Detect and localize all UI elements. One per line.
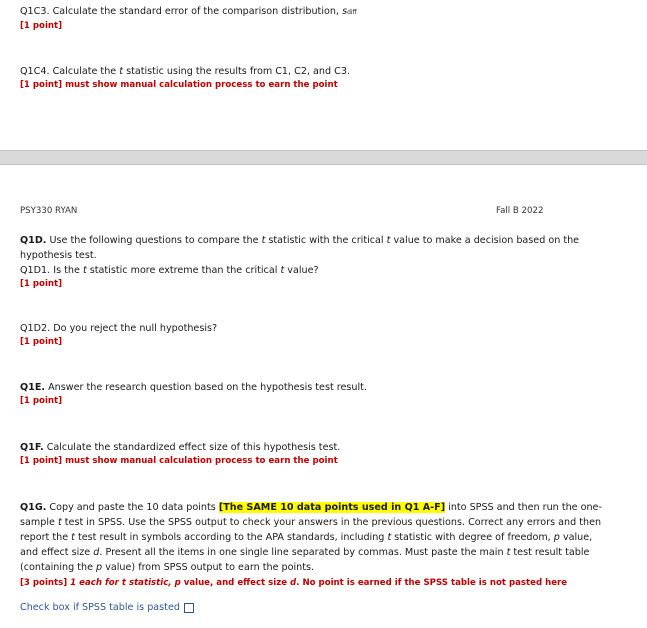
q1g-line3-p: p (553, 532, 560, 543)
q1f-label: Q1F. (20, 442, 44, 453)
page-top (0, 0, 647, 150)
question-q1d (20, 233, 620, 290)
q1g-line2-t: t (57, 517, 62, 528)
q1c3-symbol: s (342, 6, 348, 17)
q1g-line3-t: t (71, 532, 75, 543)
q1g-line5-a: (containing the (20, 562, 93, 573)
q1g-req-d: d (290, 578, 297, 588)
q1c4-points: [1 point] (20, 80, 63, 90)
q1c4-text-b: statistic using the results from C1, C2, and C3. (126, 66, 350, 77)
q1g-text-a: Copy and paste the 10 data points (49, 502, 216, 513)
q1e-points: [1 point] (20, 396, 63, 406)
q1c3-points: [1 point] (20, 21, 63, 31)
q1g-req-b: value, and effect size (183, 578, 288, 588)
q1c3-label: Q1C3. (20, 6, 50, 17)
q1g-line2-a: sample (20, 517, 55, 528)
q1g-line5-b: value) from SPSS output to earn the points. (105, 562, 315, 573)
header-term: Fall B 2022 (496, 206, 544, 216)
q1d-text-a: Use the following questions to compare the (49, 235, 259, 246)
q1g-req-p: p (174, 578, 181, 588)
q1g-line4-b: . Present all the items in one single line separated by commas. Must paste the main (99, 547, 504, 558)
q1f-requirement: must show manual calculation process to earn the point (65, 456, 338, 466)
q1d1-text-a: Is the (53, 265, 80, 276)
q1d1-t2: t (280, 265, 285, 276)
q1g-line4-c: test result table (513, 547, 590, 558)
q1d1-t: t (82, 265, 87, 276)
q1d-t1: t (261, 235, 266, 246)
q1d2-text: Do you reject the null hypothesis? (53, 323, 218, 334)
q1g-line4-d: d (93, 547, 100, 558)
q1d-label: Q1D. (20, 235, 47, 246)
q1g-req-a: 1 each for t statistic, (70, 578, 172, 588)
q1g-line3-d: value, (562, 532, 593, 543)
q1d1-label: Q1D1. (20, 265, 51, 276)
q1c4-label: Q1C4. (20, 66, 50, 77)
q1d-text-b: statistic with the critical (268, 235, 384, 246)
question-q1e (20, 380, 620, 407)
q1g-points: [3 points] (20, 578, 68, 588)
spss-pasted-checkbox[interactable] (184, 603, 194, 613)
question-q1c3 (20, 4, 620, 32)
q1g-line3-a: report the (20, 532, 69, 543)
q1f-text: Calculate the standardized effect size of this hypothesis test. (46, 442, 341, 453)
q1g-line4-t: t (506, 547, 511, 558)
q1g-req-c: . No point is earned if the SPSS table is not pasted here (296, 578, 568, 588)
q1d-t2: t (386, 235, 391, 246)
page-bottom (0, 165, 647, 628)
question-q1f (20, 440, 620, 467)
q1d-text-d: hypothesis test. (20, 250, 97, 261)
question-q1d2 (20, 321, 620, 348)
question-q1g (20, 500, 625, 589)
q1d1-points: [1 point] (20, 279, 63, 289)
page-break (0, 150, 647, 165)
q1d2-points: [1 point] (20, 337, 63, 347)
q1g-line5-p: p (96, 562, 103, 573)
q1g-line3-c: statistic with degree of freedom, (394, 532, 551, 543)
question-q1c4 (20, 64, 620, 91)
header-course: PSY330 RYAN (20, 206, 78, 216)
q1c4-requirement: must show manual calculation process to earn the point (65, 80, 338, 90)
q1d1-text-c: value? (287, 265, 319, 276)
q1c3-subscript: diff (347, 9, 357, 16)
q1g-line2-b: test in SPSS. Use the SPSS output to check your answers in the previous questions. Correct any errors and then (64, 517, 602, 528)
q1g-label: Q1G. (20, 502, 47, 513)
q1d2-label: Q1D2. (20, 323, 51, 334)
q1d-text-c: value to make a decision based on the (393, 235, 580, 246)
spss-check-row (20, 602, 194, 613)
q1g-line3-t2: t (387, 532, 392, 543)
q1e-label: Q1E. (20, 382, 46, 393)
q1c4-text-a: Calculate the (52, 66, 117, 77)
q1g-line3-b: test result in symbols according to the APA standards, including (78, 532, 385, 543)
spss-checkbox-label: Check box if SPSS table is pasted (20, 602, 180, 613)
q1d1-text-b: statistic more extreme than the critical (89, 265, 278, 276)
q1g-highlight: [The SAME 10 data points used in Q1 A-F] (218, 502, 446, 513)
q1e-text: Answer the research question based on the hypothesis test result. (48, 382, 367, 393)
q1f-points: [1 point] (20, 456, 63, 466)
q1g-text-b: into SPSS and then run the one- (448, 502, 602, 513)
q1g-line4-a: and effect size (20, 547, 91, 558)
q1c3-text: Calculate the standard error of the comparison distribution, (52, 6, 339, 17)
q1c4-t: t (119, 66, 124, 77)
